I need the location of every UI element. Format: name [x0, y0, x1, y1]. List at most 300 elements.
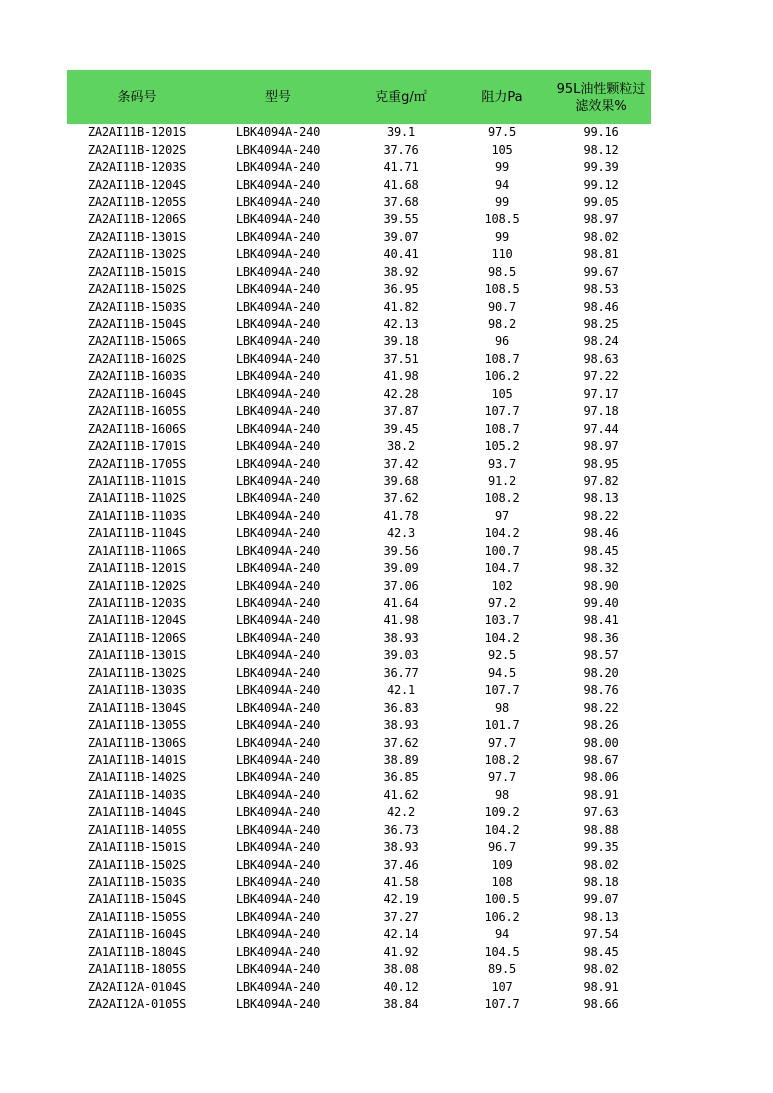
- table-row: [67, 822, 651, 839]
- cell-model: LBK4094A-240: [235, 857, 321, 872]
- table-row: [67, 194, 651, 211]
- cell-barcode: ZA2AI11B-1503S: [87, 299, 187, 314]
- cell-resistance: 98: [494, 700, 510, 715]
- cell-model: LBK4094A-240: [235, 578, 321, 593]
- cell-resistance: 97.2: [487, 596, 517, 611]
- cell-resistance: 108.5: [484, 282, 520, 297]
- cell-model: LBK4094A-240: [235, 543, 321, 558]
- cell-model: LBK4094A-240: [235, 317, 321, 332]
- cell-efficiency: 98.97: [583, 212, 619, 227]
- table-row: [67, 176, 651, 193]
- cell-barcode: ZA2AI11B-1302S: [87, 247, 187, 262]
- cell-model: LBK4094A-240: [235, 491, 321, 506]
- cell-barcode: ZA1AI11B-1405S: [87, 822, 187, 837]
- cell-barcode: ZA1AI11B-1604S: [87, 927, 187, 942]
- cell-model: LBK4094A-240: [235, 962, 321, 977]
- table-row: [67, 403, 651, 420]
- cell-weight: 37.87: [383, 404, 419, 419]
- cell-model: LBK4094A-240: [235, 648, 321, 663]
- cell-resistance: 100.5: [484, 892, 520, 907]
- table-row: [67, 874, 651, 891]
- cell-efficiency: 98.41: [583, 613, 619, 628]
- cell-model: LBK4094A-240: [235, 770, 321, 785]
- cell-barcode: ZA1AI11B-1204S: [87, 613, 187, 628]
- table-row: [67, 612, 651, 629]
- cell-barcode: ZA2AI11B-1606S: [87, 421, 187, 436]
- cell-weight: 39.68: [383, 473, 419, 488]
- header-model: 型号: [264, 89, 291, 105]
- cell-resistance: 108.5: [484, 212, 520, 227]
- cell-resistance: 97.7: [487, 735, 517, 750]
- cell-barcode: ZA1AI11B-1503S: [87, 875, 187, 890]
- cell-efficiency: 98.91: [583, 787, 619, 802]
- cell-barcode: ZA2AI11B-1205S: [87, 194, 187, 209]
- cell-resistance: 106.2: [484, 909, 520, 924]
- cell-model: LBK4094A-240: [235, 718, 321, 733]
- cell-resistance: 106.2: [484, 369, 520, 384]
- cell-barcode: ZA2AI12A-0105S: [87, 997, 187, 1012]
- cell-efficiency: 98.53: [583, 282, 619, 297]
- cell-resistance: 91.2: [487, 473, 517, 488]
- cell-model: LBK4094A-240: [235, 404, 321, 419]
- cell-resistance: 103.7: [484, 613, 520, 628]
- table-row: [67, 665, 651, 682]
- table-row: [67, 211, 651, 228]
- cell-weight: 42.1: [386, 683, 416, 698]
- cell-barcode: ZA1AI11B-1305S: [87, 718, 187, 733]
- cell-model: LBK4094A-240: [235, 177, 321, 192]
- table-row: [67, 926, 651, 943]
- cell-weight: 42.13: [383, 317, 419, 332]
- cell-barcode: ZA1AI11B-1502S: [87, 857, 187, 872]
- cell-weight: 41.98: [383, 613, 419, 628]
- cell-efficiency: 99.12: [583, 177, 619, 192]
- cell-model: LBK4094A-240: [235, 125, 321, 140]
- cell-efficiency: 98.02: [583, 962, 619, 977]
- table-row: [67, 699, 651, 716]
- table-row: [67, 508, 651, 525]
- cell-weight: 41.71: [383, 160, 419, 175]
- cell-weight: 37.51: [383, 351, 419, 366]
- cell-resistance: 108.2: [484, 752, 520, 767]
- cell-resistance: 99: [494, 229, 510, 244]
- cell-efficiency: 98.24: [583, 334, 619, 349]
- cell-barcode: ZA1AI11B-1804S: [87, 944, 187, 959]
- table-row: [67, 229, 651, 246]
- table-row: [67, 525, 651, 542]
- cell-barcode: ZA1AI11B-1101S: [87, 473, 187, 488]
- cell-barcode: ZA1AI11B-1206S: [87, 630, 187, 645]
- table-row: [67, 909, 651, 926]
- cell-model: LBK4094A-240: [235, 508, 321, 523]
- table-row: [67, 490, 651, 507]
- table-row: [67, 543, 651, 560]
- cell-model: LBK4094A-240: [235, 421, 321, 436]
- cell-weight: 36.73: [383, 822, 419, 837]
- table-row: [67, 996, 651, 1013]
- cell-model: LBK4094A-240: [235, 526, 321, 541]
- table-row: [67, 717, 651, 734]
- cell-weight: 42.14: [383, 927, 419, 942]
- cell-barcode: ZA2AI11B-1206S: [87, 212, 187, 227]
- table-row: [67, 595, 651, 612]
- cell-efficiency: 98.88: [583, 822, 619, 837]
- cell-model: LBK4094A-240: [235, 561, 321, 576]
- cell-barcode: ZA1AI11B-1304S: [87, 700, 187, 715]
- cell-resistance: 108.7: [484, 351, 520, 366]
- cell-weight: 36.77: [383, 665, 419, 680]
- cell-weight: 39.07: [383, 229, 419, 244]
- cell-weight: 39.18: [383, 334, 419, 349]
- cell-resistance: 104.7: [484, 561, 520, 576]
- cell-barcode: ZA2AI11B-1504S: [87, 317, 187, 332]
- cell-weight: 39.1: [386, 125, 416, 140]
- cell-resistance: 94: [494, 927, 510, 942]
- cell-efficiency: 98.32: [583, 561, 619, 576]
- cell-model: LBK4094A-240: [235, 142, 321, 157]
- cell-weight: 36.85: [383, 770, 419, 785]
- cell-barcode: ZA2AI11B-1301S: [87, 229, 187, 244]
- table-row: [67, 281, 651, 298]
- cell-weight: 40.12: [383, 979, 419, 994]
- cell-model: LBK4094A-240: [235, 386, 321, 401]
- cell-efficiency: 98.26: [583, 718, 619, 733]
- cell-efficiency: 98.13: [583, 491, 619, 506]
- cell-resistance: 105: [491, 386, 513, 401]
- table-row: [67, 316, 651, 333]
- cell-model: LBK4094A-240: [235, 752, 321, 767]
- cell-efficiency: 99.39: [583, 160, 619, 175]
- cell-efficiency: 97.54: [583, 927, 619, 942]
- cell-weight: 37.27: [383, 909, 419, 924]
- cell-model: LBK4094A-240: [235, 700, 321, 715]
- cell-efficiency: 99.07: [583, 892, 619, 907]
- cell-efficiency: 98.97: [583, 439, 619, 454]
- table-row: [67, 769, 651, 786]
- cell-barcode: ZA2AI11B-1604S: [87, 386, 187, 401]
- cell-model: LBK4094A-240: [235, 787, 321, 802]
- table-row: [67, 978, 651, 995]
- cell-efficiency: 98.95: [583, 456, 619, 471]
- table-row: [67, 141, 651, 158]
- table-row: [67, 473, 651, 490]
- cell-efficiency: 99.35: [583, 840, 619, 855]
- cell-resistance: 89.5: [487, 962, 517, 977]
- header-efficiency-line1: 95L油性颗粒过: [556, 82, 646, 97]
- cell-model: LBK4094A-240: [235, 456, 321, 471]
- cell-barcode: ZA1AI11B-1302S: [87, 665, 187, 680]
- header-efficiency-line2: 滤效果%: [575, 99, 627, 114]
- cell-model: LBK4094A-240: [235, 229, 321, 244]
- cell-efficiency: 99.40: [583, 596, 619, 611]
- cell-weight: 41.82: [383, 299, 419, 314]
- cell-model: LBK4094A-240: [235, 299, 321, 314]
- cell-barcode: ZA1AI11B-1201S: [87, 561, 187, 576]
- cell-model: LBK4094A-240: [235, 282, 321, 297]
- cell-resistance: 93.7: [487, 456, 517, 471]
- table-body: [67, 124, 651, 1013]
- spreadsheet-table: [67, 70, 651, 1013]
- cell-efficiency: 98.25: [583, 317, 619, 332]
- cell-efficiency: 97.17: [583, 386, 619, 401]
- table-row: [67, 298, 651, 315]
- cell-model: LBK4094A-240: [235, 979, 321, 994]
- cell-barcode: ZA1AI11B-1106S: [87, 543, 187, 558]
- table-row: [67, 368, 651, 385]
- cell-barcode: ZA2AI11B-1705S: [87, 456, 187, 471]
- cell-efficiency: 98.20: [583, 665, 619, 680]
- cell-weight: 41.62: [383, 787, 419, 802]
- cell-weight: 37.76: [383, 142, 419, 157]
- cell-barcode: ZA1AI11B-1306S: [87, 735, 187, 750]
- cell-weight: 37.68: [383, 194, 419, 209]
- cell-weight: 37.46: [383, 857, 419, 872]
- cell-model: LBK4094A-240: [235, 212, 321, 227]
- cell-efficiency: 98.45: [583, 543, 619, 558]
- cell-weight: 38.93: [383, 630, 419, 645]
- cell-model: LBK4094A-240: [235, 735, 321, 750]
- cell-weight: 41.78: [383, 508, 419, 523]
- cell-model: LBK4094A-240: [235, 473, 321, 488]
- cell-weight: 38.84: [383, 997, 419, 1012]
- cell-model: LBK4094A-240: [235, 351, 321, 366]
- table-row: [67, 264, 651, 281]
- cell-efficiency: 98.06: [583, 770, 619, 785]
- cell-weight: 38.92: [383, 264, 419, 279]
- cell-resistance: 108.2: [484, 491, 520, 506]
- cell-barcode: ZA2AI11B-1204S: [87, 177, 187, 192]
- cell-efficiency: 98.02: [583, 857, 619, 872]
- table-row: [67, 961, 651, 978]
- cell-efficiency: 98.18: [583, 875, 619, 890]
- cell-barcode: ZA1AI11B-1303S: [87, 683, 187, 698]
- table-row: [67, 246, 651, 263]
- cell-barcode: ZA1AI11B-1103S: [87, 508, 187, 523]
- cell-model: LBK4094A-240: [235, 264, 321, 279]
- cell-resistance: 94: [494, 177, 510, 192]
- cell-efficiency: 97.63: [583, 805, 619, 820]
- table-row: [67, 420, 651, 437]
- cell-model: LBK4094A-240: [235, 439, 321, 454]
- cell-weight: 39.45: [383, 421, 419, 436]
- cell-efficiency: 98.45: [583, 944, 619, 959]
- cell-efficiency: 98.00: [583, 735, 619, 750]
- header-barcode: 条码号: [117, 89, 157, 105]
- table-row: [67, 944, 651, 961]
- cell-resistance: 99: [494, 160, 510, 175]
- cell-resistance: 108.7: [484, 421, 520, 436]
- cell-resistance: 96: [494, 334, 510, 349]
- cell-efficiency: 98.22: [583, 508, 619, 523]
- cell-weight: 40.41: [383, 247, 419, 262]
- cell-resistance: 107.7: [484, 997, 520, 1012]
- header-resistance: 阻力Pa: [481, 89, 523, 105]
- cell-weight: 38.08: [383, 962, 419, 977]
- cell-model: LBK4094A-240: [235, 997, 321, 1012]
- cell-model: LBK4094A-240: [235, 160, 321, 175]
- cell-weight: 39.55: [383, 212, 419, 227]
- cell-resistance: 107: [491, 979, 513, 994]
- cell-resistance: 99: [494, 194, 510, 209]
- cell-efficiency: 98.67: [583, 752, 619, 767]
- table-row: [67, 560, 651, 577]
- cell-weight: 37.42: [383, 456, 419, 471]
- cell-model: LBK4094A-240: [235, 822, 321, 837]
- cell-resistance: 104.5: [484, 944, 520, 959]
- cell-weight: 42.2: [386, 805, 416, 820]
- cell-efficiency: 98.81: [583, 247, 619, 262]
- table-row: [67, 455, 651, 472]
- cell-model: LBK4094A-240: [235, 875, 321, 890]
- cell-weight: 41.98: [383, 369, 419, 384]
- cell-resistance: 104.2: [484, 630, 520, 645]
- cell-model: LBK4094A-240: [235, 909, 321, 924]
- cell-model: LBK4094A-240: [235, 683, 321, 698]
- cell-efficiency: 98.36: [583, 630, 619, 645]
- table-row: [67, 386, 651, 403]
- cell-resistance: 109: [491, 857, 513, 872]
- cell-model: LBK4094A-240: [235, 334, 321, 349]
- cell-barcode: ZA1AI11B-1404S: [87, 805, 187, 820]
- cell-efficiency: 97.82: [583, 473, 619, 488]
- cell-resistance: 104.2: [484, 526, 520, 541]
- table-row: [67, 856, 651, 873]
- cell-barcode: ZA1AI11B-1403S: [87, 787, 187, 802]
- cell-model: LBK4094A-240: [235, 944, 321, 959]
- cell-weight: 38.2: [386, 439, 416, 454]
- table-row: [67, 839, 651, 856]
- cell-barcode: ZA2AI11B-1603S: [87, 369, 187, 384]
- table-row: [67, 787, 651, 804]
- cell-efficiency: 98.12: [583, 142, 619, 157]
- cell-efficiency: 98.46: [583, 526, 619, 541]
- cell-barcode: ZA2AI11B-1506S: [87, 334, 187, 349]
- cell-resistance: 104.2: [484, 822, 520, 837]
- cell-weight: 41.92: [383, 944, 419, 959]
- cell-resistance: 98.2: [487, 317, 517, 332]
- cell-resistance: 102: [491, 578, 513, 593]
- table-row: [67, 351, 651, 368]
- cell-barcode: ZA2AI11B-1602S: [87, 351, 187, 366]
- cell-barcode: ZA1AI11B-1805S: [87, 962, 187, 977]
- cell-resistance: 98: [494, 787, 510, 802]
- cell-barcode: ZA2AI11B-1202S: [87, 142, 187, 157]
- cell-barcode: ZA1AI11B-1504S: [87, 892, 187, 907]
- cell-resistance: 90.7: [487, 299, 517, 314]
- cell-barcode: ZA1AI11B-1505S: [87, 909, 187, 924]
- cell-resistance: 97.5: [487, 125, 517, 140]
- cell-efficiency: 98.22: [583, 700, 619, 715]
- cell-weight: 42.19: [383, 892, 419, 907]
- cell-weight: 42.3: [386, 526, 416, 541]
- cell-model: LBK4094A-240: [235, 892, 321, 907]
- cell-weight: 41.68: [383, 177, 419, 192]
- cell-efficiency: 98.57: [583, 648, 619, 663]
- cell-efficiency: 98.76: [583, 683, 619, 698]
- cell-efficiency: 99.67: [583, 264, 619, 279]
- cell-model: LBK4094A-240: [235, 665, 321, 680]
- table-header: [67, 70, 651, 124]
- table-row: [67, 647, 651, 664]
- cell-model: LBK4094A-240: [235, 596, 321, 611]
- cell-resistance: 107.7: [484, 683, 520, 698]
- cell-efficiency: 98.63: [583, 351, 619, 366]
- cell-resistance: 97: [494, 508, 510, 523]
- cell-weight: 36.83: [383, 700, 419, 715]
- cell-efficiency: 98.46: [583, 299, 619, 314]
- cell-efficiency: 98.90: [583, 578, 619, 593]
- cell-efficiency: 98.02: [583, 229, 619, 244]
- cell-barcode: ZA1AI11B-1402S: [87, 770, 187, 785]
- cell-efficiency: 97.22: [583, 369, 619, 384]
- cell-barcode: ZA2AI11B-1502S: [87, 282, 187, 297]
- cell-resistance: 105.2: [484, 439, 520, 454]
- cell-barcode: ZA1AI11B-1104S: [87, 526, 187, 541]
- cell-model: LBK4094A-240: [235, 927, 321, 942]
- cell-resistance: 94.5: [487, 665, 517, 680]
- cell-model: LBK4094A-240: [235, 247, 321, 262]
- cell-barcode: ZA2AI11B-1605S: [87, 404, 187, 419]
- table-row: [67, 734, 651, 751]
- cell-efficiency: 99.16: [583, 125, 619, 140]
- table-row: [67, 577, 651, 594]
- cell-resistance: 108: [491, 875, 513, 890]
- cell-resistance: 96.7: [487, 840, 517, 855]
- cell-barcode: ZA2AI11B-1201S: [87, 125, 187, 140]
- cell-efficiency: 97.44: [583, 421, 619, 436]
- cell-model: LBK4094A-240: [235, 805, 321, 820]
- cell-weight: 37.62: [383, 735, 419, 750]
- cell-model: LBK4094A-240: [235, 369, 321, 384]
- cell-barcode: ZA2AI11B-1203S: [87, 160, 187, 175]
- cell-barcode: ZA2AI12A-0104S: [87, 979, 187, 994]
- cell-model: LBK4094A-240: [235, 630, 321, 645]
- cell-weight: 37.62: [383, 491, 419, 506]
- cell-resistance: 101.7: [484, 718, 520, 733]
- cell-resistance: 98.5: [487, 264, 517, 279]
- table-row: [67, 752, 651, 769]
- cell-weight: 42.28: [383, 386, 419, 401]
- cell-weight: 41.58: [383, 875, 419, 890]
- cell-resistance: 110: [491, 247, 513, 262]
- table-row: [67, 630, 651, 647]
- cell-efficiency: 98.13: [583, 909, 619, 924]
- table-row: [67, 682, 651, 699]
- cell-barcode: ZA2AI11B-1701S: [87, 439, 187, 454]
- cell-weight: 38.89: [383, 752, 419, 767]
- cell-resistance: 105: [491, 142, 513, 157]
- cell-resistance: 107.7: [484, 404, 520, 419]
- table-row: [67, 891, 651, 908]
- cell-weight: 41.64: [383, 596, 419, 611]
- table-row: [67, 124, 651, 141]
- table-row: [67, 333, 651, 350]
- cell-weight: 39.09: [383, 561, 419, 576]
- cell-weight: 38.93: [383, 718, 419, 733]
- cell-resistance: 97.7: [487, 770, 517, 785]
- cell-efficiency: 98.91: [583, 979, 619, 994]
- table-row: [67, 804, 651, 821]
- cell-weight: 39.03: [383, 648, 419, 663]
- cell-barcode: ZA1AI11B-1202S: [87, 578, 187, 593]
- cell-weight: 39.56: [383, 543, 419, 558]
- cell-model: LBK4094A-240: [235, 194, 321, 209]
- table-row: [67, 438, 651, 455]
- cell-barcode: ZA1AI11B-1203S: [87, 596, 187, 611]
- table-row: [67, 159, 651, 176]
- cell-efficiency: 98.66: [583, 997, 619, 1012]
- cell-model: LBK4094A-240: [235, 613, 321, 628]
